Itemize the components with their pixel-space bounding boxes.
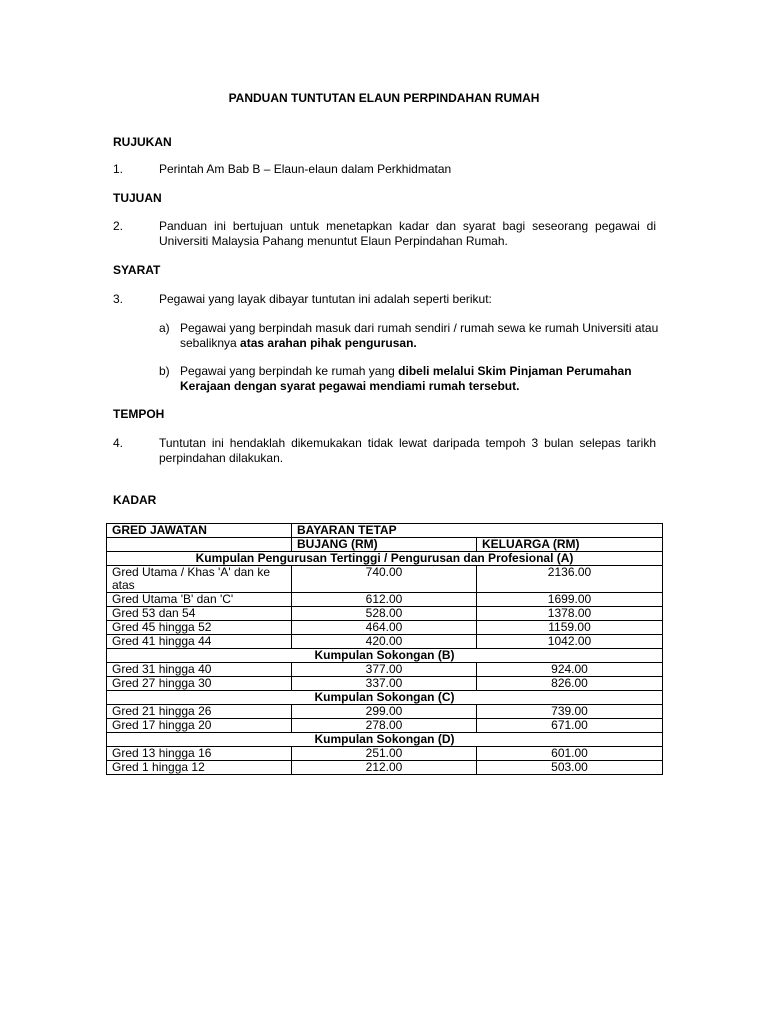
group-title: Kumpulan Pengurusan Tertinggi / Pengurusan dan Profesional (A) <box>107 552 663 566</box>
section-heading-syarat: SYARAT <box>113 263 161 277</box>
table-row <box>107 621 663 635</box>
rates-table <box>106 523 663 775</box>
table-row <box>107 677 663 691</box>
group-title: Kumpulan Sokongan (B) <box>107 649 663 663</box>
syarat-item-b-text: Pegawai yang berpindah ke rumah yang dibeli melalui Skim Pinjaman Perumahan Kerajaan dengan syarat pegawai mendiami rumah tersebut. <box>180 364 632 393</box>
table-row <box>107 663 663 677</box>
cell-grade: Gred Utama / Khas 'A' dan ke atas <box>107 566 292 593</box>
table-row <box>107 719 663 733</box>
table-header-row <box>107 524 663 538</box>
cell-single: 251.00 <box>292 747 477 761</box>
header-grade: GRED JAWATAN <box>107 524 292 538</box>
cell-family: 1378.00 <box>477 607 663 621</box>
cell-family: 739.00 <box>477 705 663 719</box>
tempoh-text: Tuntutan ini hendaklah dikemukakan tidak lewat daripada tempoh 3 bulan selepas tarikh perpindahan dilakukan. <box>159 436 656 465</box>
cell-family: 1042.00 <box>477 635 663 649</box>
cell-single: 464.00 <box>292 621 477 635</box>
table-row <box>107 593 663 607</box>
cell-single: 212.00 <box>292 761 477 775</box>
item-number-1: 1. <box>113 162 124 176</box>
cell-family: 2136.00 <box>477 566 663 593</box>
cell-single: 278.00 <box>292 719 477 733</box>
item-number-4: 4. <box>113 436 124 450</box>
cell-family: 826.00 <box>477 677 663 691</box>
table-row <box>107 761 663 775</box>
cell-single: 337.00 <box>292 677 477 691</box>
cell-grade: Gred 41 hingga 44 <box>107 635 292 649</box>
table-row <box>107 607 663 621</box>
cell-single: 299.00 <box>292 705 477 719</box>
cell-single: 740.00 <box>292 566 477 593</box>
cell-grade: Gred 53 dan 54 <box>107 607 292 621</box>
cell-single: 612.00 <box>292 593 477 607</box>
table-group-row <box>107 691 663 705</box>
cell-grade: Gred Utama 'B' dan 'C' <box>107 593 292 607</box>
cell-single: 528.00 <box>292 607 477 621</box>
header-family: KELUARGA (RM) <box>477 538 663 552</box>
table-row <box>107 566 663 593</box>
table-group-row <box>107 552 663 566</box>
syarat-text: Pegawai yang layak dibayar tuntutan ini adalah seperti berikut: <box>159 292 492 306</box>
cell-family: 1159.00 <box>477 621 663 635</box>
cell-family: 601.00 <box>477 747 663 761</box>
cell-single: 377.00 <box>292 663 477 677</box>
syarat-item-a-text: Pegawai yang berpindah masuk dari rumah sendiri / rumah sewa ke rumah Universiti atau sebaliknya atas arahan pihak pengurusan. <box>180 321 659 350</box>
cell-grade: Gred 45 hingga 52 <box>107 621 292 635</box>
cell-family: 671.00 <box>477 719 663 733</box>
section-heading-tujuan: TUJUAN <box>113 191 162 205</box>
cell-grade: Gred 1 hingga 12 <box>107 761 292 775</box>
group-title: Kumpulan Sokongan (C) <box>107 691 663 705</box>
syarat-item-a-marker: a) <box>159 321 170 335</box>
table-row <box>107 747 663 761</box>
header-single: BUJANG (RM) <box>292 538 477 552</box>
cell-family: 503.00 <box>477 761 663 775</box>
table-group-row <box>107 733 663 747</box>
section-heading-kadar: KADAR <box>113 493 157 507</box>
table-row <box>107 635 663 649</box>
section-heading-rujukan: RUJUKAN <box>113 135 172 149</box>
cell-grade: Gred 27 hingga 30 <box>107 677 292 691</box>
cell-single: 420.00 <box>292 635 477 649</box>
tujuan-text: Panduan ini bertujuan untuk menetapkan kadar dan syarat bagi seseorang pegawai di Universiti Malaysia Pahang menuntut Elaun Perpindahan Rumah. <box>159 219 656 248</box>
rujukan-text: Perintah Am Bab B – Elaun-elaun dalam Perkhidmatan <box>159 162 452 176</box>
table-group-row <box>107 649 663 663</box>
item-number-2: 2. <box>113 219 124 233</box>
table-row <box>107 705 663 719</box>
cell-family: 1699.00 <box>477 593 663 607</box>
cell-grade: Gred 17 hingga 20 <box>107 719 292 733</box>
header-payment: BAYARAN TETAP <box>292 524 663 538</box>
group-title: Kumpulan Sokongan (D) <box>107 733 663 747</box>
header-grade-spacer <box>107 538 292 552</box>
cell-grade: Gred 31 hingga 40 <box>107 663 292 677</box>
table-subheader-row <box>107 538 663 552</box>
syarat-item-b-marker: b) <box>159 364 170 378</box>
cell-grade: Gred 21 hingga 26 <box>107 705 292 719</box>
section-heading-tempoh: TEMPOH <box>113 407 165 421</box>
cell-family: 924.00 <box>477 663 663 677</box>
page-title: PANDUAN TUNTUTAN ELAUN PERPINDAHAN RUMAH <box>228 91 540 105</box>
item-number-3: 3. <box>113 292 124 306</box>
cell-grade: Gred 13 hingga 16 <box>107 747 292 761</box>
